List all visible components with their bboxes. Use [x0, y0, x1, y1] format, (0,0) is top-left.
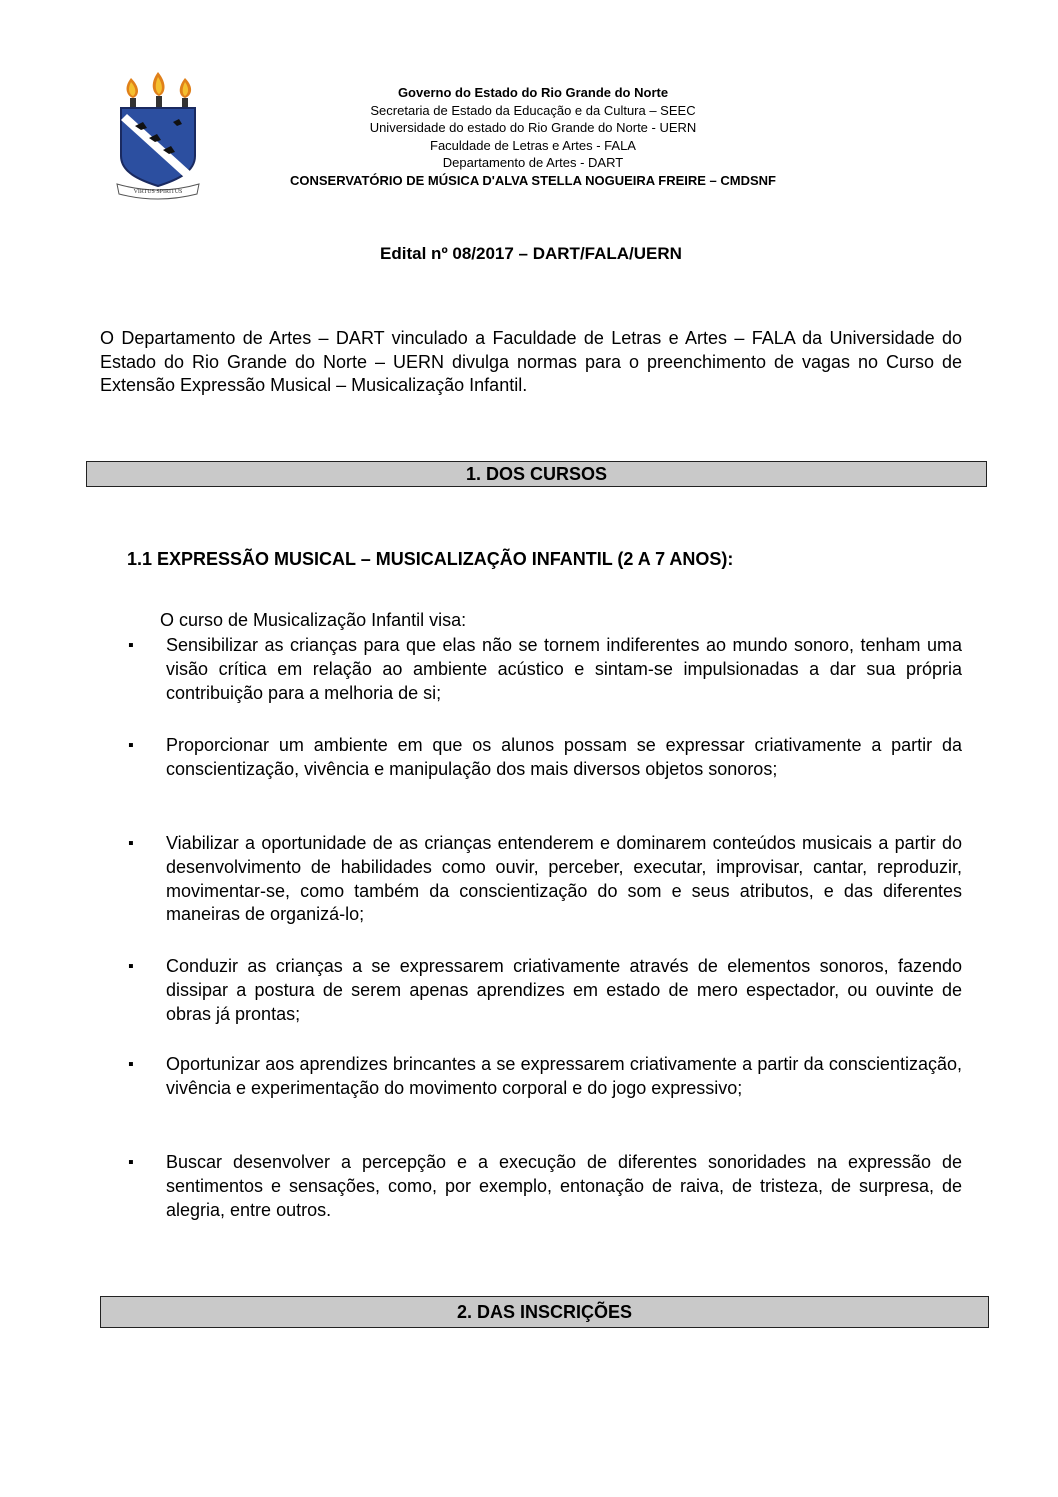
logo-motto: VIRTUS SPIRITUS	[133, 189, 183, 195]
section-heading-inscricoes: 2. DAS INSCRIÇÕES	[100, 1296, 989, 1328]
edital-title: Edital nº 08/2017 – DART/FALA/UERN	[380, 244, 682, 263]
torch-flames	[127, 72, 192, 98]
subsection-heading: 1.1 EXPRESSÃO MUSICAL – MUSICALIZAÇÃO INFANTIL (2 A 7 ANOS):	[127, 549, 734, 569]
bullet-icon: ▪	[128, 1154, 134, 1171]
header-line-department: Departamento de Artes - DART	[442, 155, 624, 170]
header-line-conservatory: CONSERVATÓRIO DE MÚSICA D'ALVA STELLA NOGUEIRA FREIRE – CMDSNF	[289, 172, 777, 188]
header-line-government: Governo do Estado do Rio Grande do Norte	[397, 85, 669, 100]
course-objective-intro: O curso de Musicalização Infantil visa:	[160, 610, 467, 630]
list-item-text: Buscar desenvolver a percepção e a execução de diferentes sonoridades na expressão de sentimentos e sensações, como, por exemplo, entonação de raiva, de tristeza, de surpresa, de alegria, entre outros.	[166, 1152, 962, 1220]
header-line-university: Universidade do estado do Rio Grande do Norte - UERN	[369, 120, 697, 135]
list-item-text: Conduzir as crianças a se expressarem criativamente através de elementos sonoros, fazendo dissipar a postura de serem apenas aprendizes em estado de mero espectador, ou ouvinte de obras já prontas;	[166, 956, 962, 1024]
header-line-faculty: Faculdade de Letras e Artes - FALA	[430, 137, 636, 153]
intro-paragraph: O Departamento de Artes – DART vinculado a Faculdade de Letras e Artes – FALA da Universidade do Estado do Rio Grande do Norte – UERN divulga normas para o preenchimento de vagas no Curso de Extensão Expressão Musical – Musicalização Infantil.	[100, 328, 962, 395]
bullet-icon: ▪	[128, 737, 134, 754]
list-item-text: Viabilizar a oportunidade de as crianças entenderem e dominarem conteúdos musicais a partir do desenvolvimento de habilidades como ouvir, perceber, executar, improvisar, cantar, reproduzir, movimentar-se, como também da conscientização do som e seus atributos, e das diferentes maneiras de organizá-lo;	[166, 833, 962, 925]
section-heading-cursos: 1. DOS CURSOS	[86, 461, 987, 487]
bullet-icon: ▪	[128, 1056, 134, 1073]
header-line-secretariat: Secretaria de Estado da Educação e da Cultura – SEEC	[370, 102, 696, 118]
list-item-text: Oportunizar aos aprendizes brincantes a se expressarem criativamente a partir da conscientização, vivência e experimentação do movimento corporal e do jogo expressivo;	[166, 1054, 962, 1098]
bullet-icon: ▪	[128, 835, 134, 852]
list-item-text: Proporcionar um ambiente em que os alunos possam se expressar criativamente a partir da conscientização, vivência e manipulação dos mais diversos objetos sonoros;	[166, 735, 962, 779]
bullet-icon: ▪	[128, 958, 134, 975]
list-item-text: Sensibilizar as crianças para que elas não se tornem indiferentes ao mundo sonoro, tenham uma visão crítica em relação ao ambiente acústico e sintam-se impulsionadas a dar sua própria contribuição para a melhoria de si;	[166, 635, 962, 703]
institution-header	[208, 84, 858, 189]
uern-logo	[113, 68, 203, 200]
bullet-icon: ▪	[128, 637, 134, 654]
